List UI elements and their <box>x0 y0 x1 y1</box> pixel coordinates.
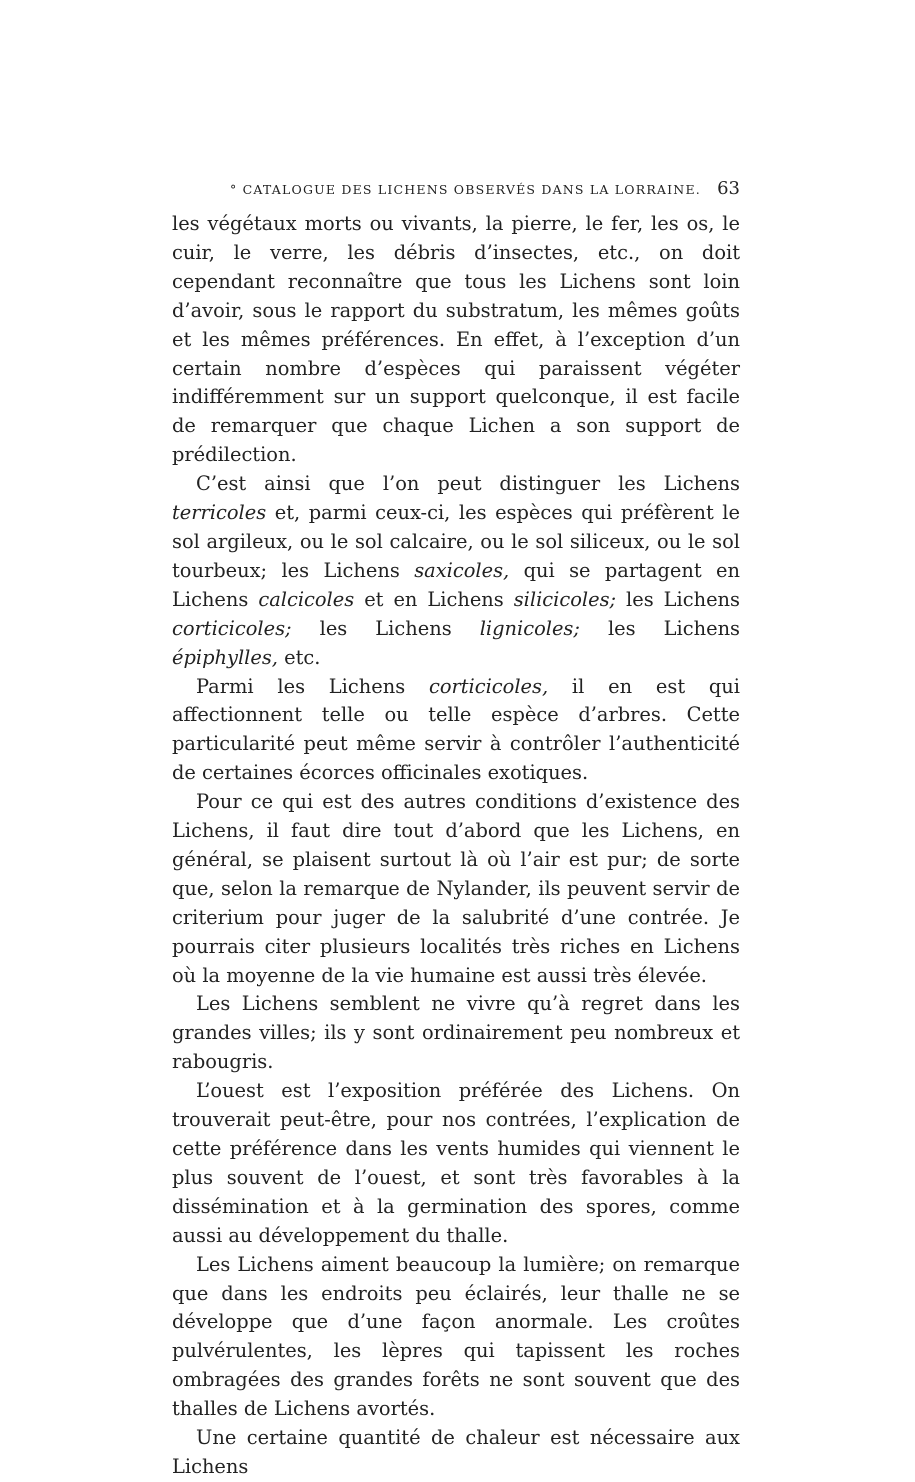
text-run: Les Lichens semblent ne vivre qu’à regret dans les grandes villes; ils y sont ordinairement peu nombreux et rabougris. <box>172 992 740 1074</box>
text-run: les Lichens <box>291 616 480 640</box>
page-number: 63 <box>717 178 740 199</box>
paragraph <box>172 470 740 672</box>
text-run: les Lichens <box>616 587 740 611</box>
text-run: et en Lichens <box>354 587 514 611</box>
text-run: il en est qui affectionnent telle ou telle espèce d’arbres. Cette particularité peut même servir à contrôler l’authenticité de certaines écorces officinales exotiques. <box>172 674 741 785</box>
text-run: Pour ce qui est des autres conditions d’existence des Lichens, il faut dire tout d’abord que les Lichens, en général, se plaisent surtout là où l’air est pur; de sorte que, selon la remarque de Nylander, ils peuvent servir de criterium pour juger de la salubrité d’une contrée. Je pourrais citer plusieurs localités très riches en Lichens où la moyenne de la vie humaine est aussi très élevée. <box>172 790 740 987</box>
paragraph <box>172 1077 740 1250</box>
italic-term: calcicoles <box>258 587 355 611</box>
italic-term: épiphylles, <box>172 645 278 669</box>
paragraph <box>172 1251 740 1424</box>
paragraph <box>172 1424 740 1482</box>
text-run: Parmi les Lichens <box>196 674 429 698</box>
text-run: C’est ainsi que l’on peut distinguer les Lichens <box>196 472 740 496</box>
text-run: les végétaux morts ou vivants, la pierre, le fer, les os, le cuir, le verre, les débris d’insectes, etc., on doit cependant reconnaître que tous les Lichens sont loin d’avoir, sous le rapport du substratum, les mêmes goûts et les mêmes préférences. En effet, à l’exception d’un certain nombre d’espèces qui paraissent végéter indifféremment sur un support quelconque, il est facile de remarquer que chaque Lichen a son support de prédilection. <box>172 212 740 467</box>
text-run: L’ouest est l’exposition préférée des Lichens. On trouverait peut-être, pour nos contrées, l’explication de cette préférence dans les vents humides qui viennent le plus souvent de l’ouest, et sont très favorables à la dissémination et à la germination des spores, comme aussi au développement du thalle. <box>172 1079 740 1247</box>
italic-term: corticicoles, <box>428 674 549 698</box>
body-text <box>172 210 740 1482</box>
italic-term: terricoles <box>172 501 267 525</box>
paragraph <box>172 673 740 789</box>
text-run: Les Lichens aiment beaucoup la lumière; on remarque que dans les endroits peu éclairés, leur thalle ne se développe que d’une façon anormale. Les croûtes pulvérulentes, les lèpres qui tapissent les roches ombragées des grandes forêts ne sont souvent que des thalles de Lichens avortés. <box>172 1252 740 1421</box>
italic-term: corticicoles; <box>172 616 292 640</box>
text-run: et, parmi ceux-ci, les espèces qui préfèrent le sol argileux, ou le sol calcaire, ou le sol siliceux, ou le sol tourbeux; les Lichens <box>172 501 740 582</box>
italic-term: lignicoles; <box>479 616 580 640</box>
running-title: ° CATALOGUE DES LICHENS OBSERVÉS DANS LA LORRAINE. <box>230 182 701 197</box>
paragraph <box>172 990 740 1077</box>
italic-term: saxicoles, <box>414 558 510 582</box>
paragraph <box>172 788 740 990</box>
text-run: etc. <box>277 645 321 669</box>
text-run: Une certaine quantité de chaleur est nécessaire aux Lichens <box>172 1426 740 1478</box>
text-run: les Lichens <box>579 616 741 640</box>
italic-term: silicicoles; <box>513 587 617 611</box>
paragraph <box>172 210 740 470</box>
running-head <box>172 178 740 202</box>
text-run: qui se partagent en Lichens <box>172 558 740 611</box>
